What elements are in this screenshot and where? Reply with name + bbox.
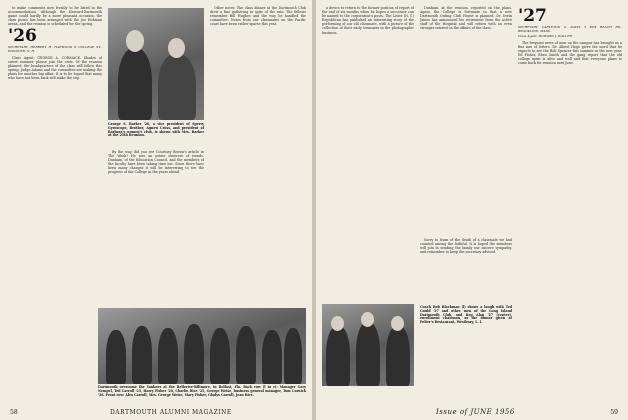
issue-footer: Issue of JUNE 1956 <box>436 408 515 416</box>
right-column-2-body: Dunham, at the reunion, reported on the plans. Again, the College is fortunate in that a new Dartmouth Outing Club House is planned. Dr. Irwin James has announced his retirement from the active staff of the Hospital and will return with an even stronger interest in the affairs of the class. <box>420 6 512 31</box>
right-column-4 <box>518 6 622 406</box>
class-26-header: SECRETARY, HERBERT H. HARWOOD 8 COLLEGE ST., HANOVER, N. H. <box>8 45 102 54</box>
dinner-photo <box>322 304 414 386</box>
magazine-title-footer: DARTMOUTH ALUMNI MAGAZINE <box>110 409 232 416</box>
class-26-body: Class Agent, GEORGE A. CORMACK. Shades of sweet summer, please join the crew. Of the reunion planned, the headquarters of the class will follow this spring. Judge Adams and the committee are making the plans for another big affair. It is to be hoped that many who have not been back will make the trip. <box>8 55 102 81</box>
left-column-3 <box>210 6 306 306</box>
right-column-3-body: Sorry to learn of the death of a classmate we had counted among the faithful. It is hoped the members will join in sending the family our sincere sympathy, and remember to keep the secretary advised. <box>420 238 512 255</box>
person-face <box>168 38 185 58</box>
right-column-2 <box>420 6 512 236</box>
person-face <box>126 30 144 52</box>
right-page <box>316 0 628 420</box>
column-3-body: Other notes: The class dinner at the Dartmouth Club drew a fine gathering in spite of the rain. The fellows remember Bill Hughes and the way he handled the committee. Notes from our classmates on the Pacific coast have been rather sparse this year. <box>210 6 306 27</box>
right-page-number: 59 <box>610 409 618 416</box>
person-figure <box>158 54 196 120</box>
right-column-3 <box>420 238 512 302</box>
intro-paragraph: to make comments now freshly to be listed in the accommodations. Although the Harvard-Dartmouth game could hardly be a more pleasant occasion, the class picnic has been arranged with the Joe Hohman arena, and the reunion is scheduled for the spring. <box>8 6 102 27</box>
class-number-27: '27 <box>518 6 547 26</box>
group-photo <box>98 308 306 384</box>
class-27-body: The frequent news of men on the campus has brought us a fine mix of letters. Dr. Albert Hoge gives the word that he expects to see the Bob Spencer this summer in the new year. Ed Fisher, Eben Smith and the gang report that the old college spirit is alive and well and that everyone plans to come back for reunion next June. <box>518 40 622 66</box>
group-photo-caption: Dartmouth overcome the Yankees at the Bellerive-Biltmore, in Belfast, Fla. Back row (l to r): Manager Gary Nempel, Ted Carroll '25, Harry Fisher '20, Charlie Rice '25, George Weise, business general manager, Tom Cornick '26. Front row: Alex Carroll, Mrs. George Weise, Mary Fisher, Gladys Carroll, Jean Rice. <box>98 385 306 397</box>
person-figure <box>118 48 152 120</box>
dinner-photo-caption: Coach Bob Blackman (l) shows a laugh with Ted Gould '27 and other men of the Long Island Dartmouth Club, and Reg Alan '27 (center), enrollment chairman, as the dinner given at Pelter's Restaurant, Westbury, L. I. <box>420 305 512 325</box>
portrait-photo <box>108 8 204 120</box>
class-27-header: SECRETARY, CARLETON S. DAVIS 3 BOX BEACH RD., BROOKLINE, MASS. <box>518 25 622 33</box>
portrait-caption: George S. Barker '26, a vice president of Sperry Gyroscope, Brother, Agnew Cross, and president of Barbara's women's club, is shown with Mrs. Barker at the 25th Reunion. <box>108 122 204 138</box>
class-27-agent: Class Agent, HOWARD J. WALLER <box>518 34 572 39</box>
column-2-body: By the way, did you see Courtney Brown's article in The Week? He was an astute observer of trends. Dunham, of the Education Council, and the members of the faculty have been taking time out. Since there have been many changes it will be interesting to see the progress of the College in the years ahead. <box>108 150 204 175</box>
left-column-2 <box>108 150 204 310</box>
left-page <box>0 0 312 420</box>
left-page-number: 58 <box>10 409 18 416</box>
right-column-1-body: a device to return to the former position of report of the end of six months when he hopes a successor can be named to the corporation's posts. The Lister (N. Y.) Republican has published an interesting story of the performing of our old classmate, with a picture of the collection of their early treasures in the photographic business. <box>322 6 414 35</box>
class-number-26: '26 <box>8 26 37 47</box>
left-column-1 <box>8 6 102 406</box>
